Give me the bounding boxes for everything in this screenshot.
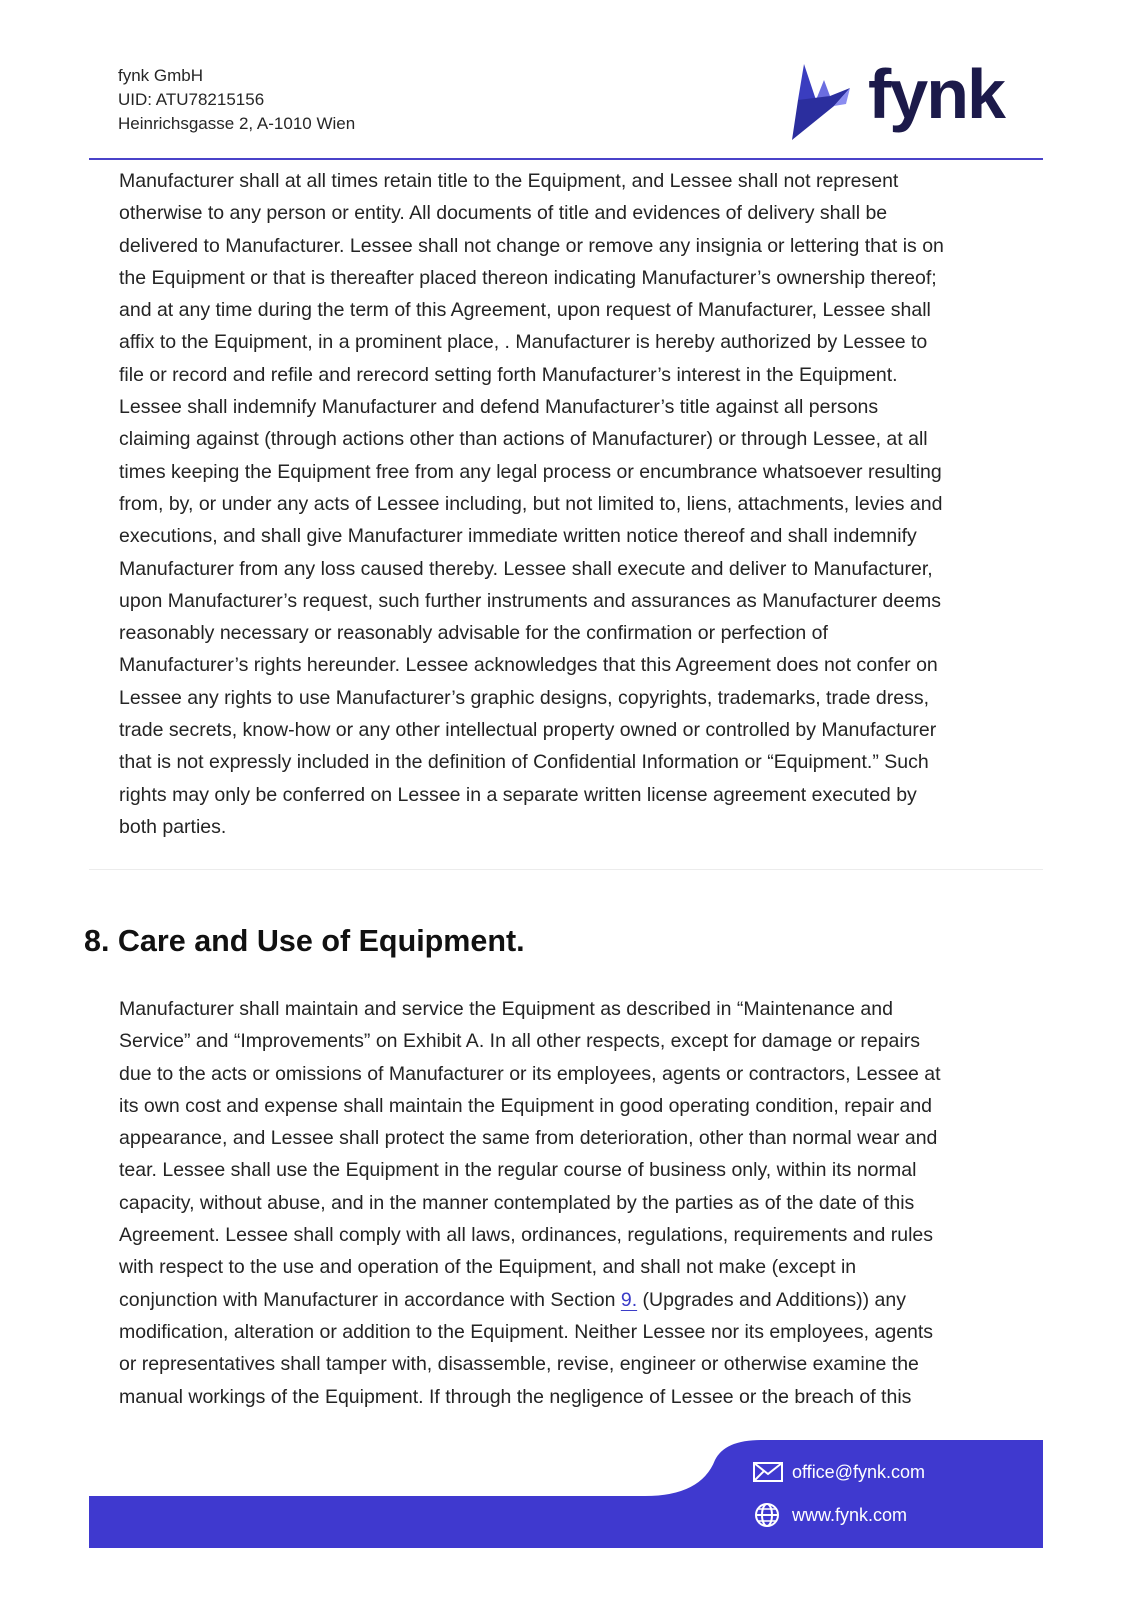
paragraph-line: tear. Lessee shall use the Equipment in the regular course of business only, within its normal [119,1159,917,1182]
globe-icon [752,1502,784,1528]
paragraph-line: with respect to the use and operation of the Equipment, and shall not make (except in [119,1256,857,1279]
paragraph-line: both parties. [119,815,227,838]
section-9-link[interactable]: 9. [620,1288,638,1311]
section-8-heading: 8. Care and Use of Equipment. [84,924,525,958]
paragraph-line: Manufacturer from any loss caused thereby. Lessee shall execute and deliver to Manufacturer, [119,557,933,580]
paragraph-line: trade secrets, know-how or any other intellectual property owned or controlled by Manufacturer [119,719,937,742]
logo-wordmark: fynk [868,55,1004,133]
section-divider [89,869,1043,870]
paragraph-line: that is not expressly included in the definition of Confidential Information or “Equipment.” Such [119,751,929,774]
company-address: Heinrichsgasse 2, A-1010 Wien [118,114,356,133]
paragraph-line: rights may only be conferred on Lessee in a separate written license agreement executed by [119,783,917,806]
paragraph-line: due to the acts or omissions of Manufacturer or its employees, agents or contractors, Lessee at [119,1062,941,1085]
paragraph-line: appearance, and Lessee shall protect the same from deterioration, other than normal wear and [119,1127,938,1150]
section-7-paragraph [119,165,1059,843]
paragraph-line: Manufacturer’s rights hereunder. Lessee acknowledges that this Agreement does not confer on [119,654,938,677]
paragraph-line: Manufacturer shall maintain and service the Equipment as described in “Maintenance and [119,998,893,1020]
paragraph-line: upon Manufacturer’s request, such further instruments and assurances as Manufacturer deems [119,589,941,612]
paragraph-line: Manufacturer shall at all times retain title to the Equipment, and Lessee shall not represent [119,170,899,192]
footer-email-text: office@fynk.com [792,1461,925,1482]
paragraph-line: its own cost and expense shall maintain the Equipment in good operating condition, repair and [119,1094,933,1117]
section-8-paragraph [119,993,1059,1413]
paragraph-line: and at any time during the term of this Agreement, upon request of Manufacturer, Lessee shall [119,299,931,322]
reference-suffix: (Upgrades and Additions)) any [637,1288,906,1311]
company-uid: UID: ATU78215156 [118,90,265,109]
paragraph-line: affix to the Equipment, in a prominent place, . Manufacturer is hereby authorized by Lessee to [119,331,928,354]
paragraph-line: Service” and “Improvements” on Exhibit A. In all other respects, except for damage or repairs [119,1030,920,1053]
fynk-logo [806,55,1006,144]
paragraph-line: modification, alteration or addition to the Equipment. Neither Lessee nor its employees, agents [119,1320,934,1343]
paragraph-line: Lessee any rights to use Manufacturer’s graphic designs, copyrights, trademarks, trade dress, [119,686,930,709]
footer-band [89,1440,1043,1548]
paragraph-line: Agreement. Lessee shall comply with all laws, ordinances, regulations, requirements and rules [119,1224,933,1247]
footer-band-shape [89,1440,1043,1548]
footer-email[interactable] [752,1459,925,1485]
paragraph-line: or representatives shall tamper with, disassemble, revise, engineer or otherwise examine the [119,1353,919,1376]
bird-logo-icon [790,60,856,144]
paragraph-line: manual workings of the Equipment. If through the negligence of Lessee or the breach of this [119,1385,912,1408]
paragraph-line: reasonably necessary or reasonably advisable for the confirmation or perfection of [119,622,828,645]
paragraph-line: file or record and refile and rerecord setting forth Manufacturer’s interest in the Equipment. [119,363,898,386]
envelope-icon [752,1459,784,1485]
paragraph-line: otherwise to any person or entity. All documents of title and evidences of delivery shall be [119,202,888,225]
paragraph-line: claiming against (through actions other than actions of Manufacturer) or through Lessee, at all [119,428,928,451]
footer-website[interactable] [752,1502,907,1528]
reference-prefix: conjunction with Manufacturer in accordance with Section [119,1288,621,1311]
paragraph-line: executions, and shall give Manufacturer immediate written notice thereof and shall indemnify [119,525,917,548]
paragraph-line-with-reference [119,1284,1059,1316]
footer-website-text: www.fynk.com [792,1504,908,1525]
paragraph-line: delivered to Manufacturer. Lessee shall not change or remove any insignia or lettering that is on [119,234,944,257]
company-info [118,64,355,136]
header-divider [89,158,1043,160]
paragraph-line: capacity, without abuse, and in the manner contemplated by the parties as of the date of this [119,1191,915,1214]
company-name: fynk GmbH [118,66,204,85]
paragraph-line: from, by, or under any acts of Lessee including, but not limited to, liens, attachments, levies and [119,492,943,515]
paragraph-line: the Equipment or that is thereafter placed thereon indicating Manufacturer’s ownership thereof; [119,266,937,289]
paragraph-line: Lessee shall indemnify Manufacturer and defend Manufacturer’s title against all persons [119,396,879,419]
paragraph-line: times keeping the Equipment free from any legal process or encumbrance whatsoever resulting [119,460,942,483]
